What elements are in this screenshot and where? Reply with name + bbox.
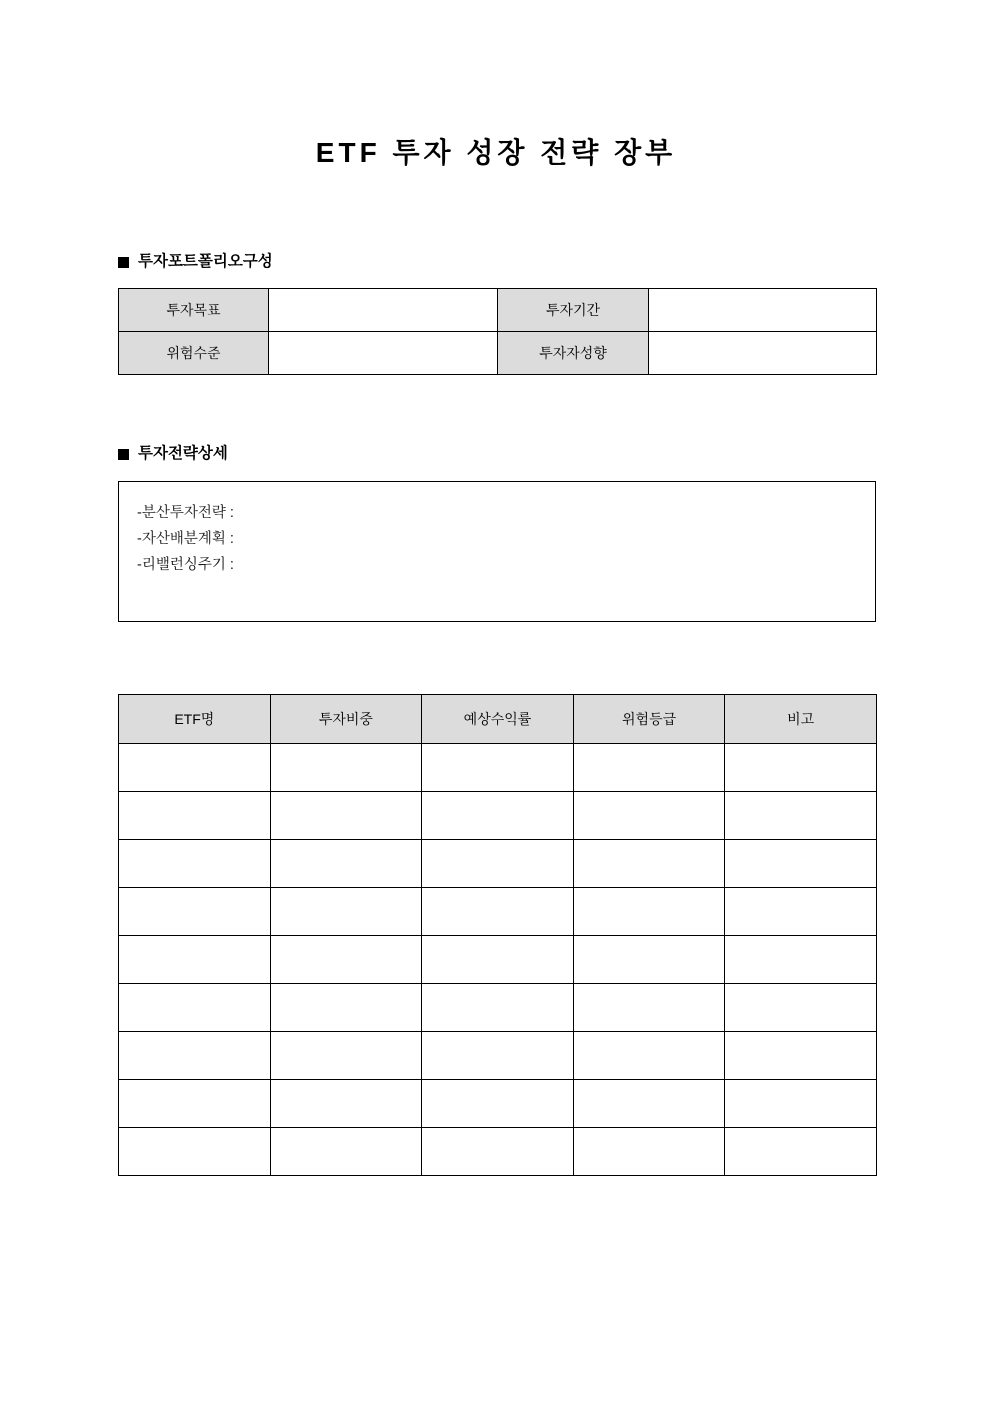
table-row: [119, 744, 877, 792]
table-row: [119, 289, 877, 332]
table-cell[interactable]: [573, 1128, 725, 1176]
section-heading-strategy-label: 투자전략상세: [138, 445, 228, 462]
table-cell[interactable]: [725, 1128, 877, 1176]
table-cell[interactable]: [119, 792, 271, 840]
table-cell[interactable]: [725, 888, 877, 936]
column-header-risk-grade: 위험등급: [573, 695, 725, 744]
square-bullet-icon: [118, 257, 129, 268]
strategy-line-diversification: -분산투자전략 :: [137, 505, 234, 521]
table-cell[interactable]: [119, 840, 271, 888]
table-cell[interactable]: [270, 744, 422, 792]
strategy-detail-box[interactable]: [118, 481, 876, 622]
section-heading-portfolio-label: 투자포트폴리오구성: [138, 253, 273, 270]
table-row: [119, 1080, 877, 1128]
table-cell[interactable]: [119, 744, 271, 792]
table-cell[interactable]: [119, 1032, 271, 1080]
portfolio-composition-table: [118, 288, 877, 375]
section-heading-portfolio: [118, 251, 273, 273]
table-cell[interactable]: [725, 936, 877, 984]
table-cell[interactable]: [725, 744, 877, 792]
table-cell[interactable]: [119, 888, 271, 936]
table-cell[interactable]: [422, 888, 574, 936]
section-heading-strategy: [118, 443, 228, 465]
etf-holdings-table: [118, 694, 877, 1176]
table-cell[interactable]: [119, 984, 271, 1032]
table-cell[interactable]: [422, 792, 574, 840]
table-cell[interactable]: [573, 744, 725, 792]
table-cell[interactable]: [573, 888, 725, 936]
table-cell[interactable]: [725, 984, 877, 1032]
table-header-row: [119, 695, 877, 744]
page-title: ETF 투자 성장 전략 장부: [315, 137, 677, 168]
column-header-remarks: 비고: [725, 695, 877, 744]
table-cell[interactable]: [422, 1080, 574, 1128]
table-row: [119, 984, 877, 1032]
table-row: [119, 888, 877, 936]
table-cell[interactable]: [270, 840, 422, 888]
table-cell[interactable]: [573, 1080, 725, 1128]
table-cell[interactable]: [573, 984, 725, 1032]
column-header-investment-weight: 투자비중: [270, 695, 422, 744]
table-cell[interactable]: [725, 792, 877, 840]
table-cell[interactable]: [119, 1080, 271, 1128]
table-row: [119, 936, 877, 984]
table-cell[interactable]: [270, 984, 422, 1032]
table-cell[interactable]: [422, 1128, 574, 1176]
portfolio-label-investment-goal: 투자목표: [119, 289, 269, 332]
table-cell[interactable]: [573, 936, 725, 984]
table-cell[interactable]: [270, 888, 422, 936]
portfolio-label-risk-level: 위험수준: [119, 332, 269, 375]
table-cell[interactable]: [725, 1080, 877, 1128]
strategy-line-asset-allocation: -자산배분계획 :: [137, 531, 234, 547]
portfolio-value-investor-type[interactable]: [649, 332, 877, 375]
table-cell[interactable]: [725, 1032, 877, 1080]
table-cell[interactable]: [422, 1032, 574, 1080]
table-cell[interactable]: [422, 840, 574, 888]
table-row: [119, 332, 877, 375]
table-cell[interactable]: [119, 936, 271, 984]
table-row: [119, 792, 877, 840]
table-row: [119, 1032, 877, 1080]
table-row: [119, 1128, 877, 1176]
portfolio-label-investment-period: 투자기간: [498, 289, 649, 332]
column-header-etf-name: ETF명: [119, 695, 271, 744]
table-cell[interactable]: [422, 744, 574, 792]
table-row: [119, 840, 877, 888]
portfolio-label-investor-type: 투자자성향: [498, 332, 649, 375]
table-cell[interactable]: [119, 1128, 271, 1176]
table-cell[interactable]: [270, 1128, 422, 1176]
portfolio-value-investment-goal[interactable]: [269, 289, 498, 332]
square-bullet-icon: [118, 449, 129, 460]
table-cell[interactable]: [573, 1032, 725, 1080]
portfolio-value-risk-level[interactable]: [269, 332, 498, 375]
table-cell[interactable]: [573, 792, 725, 840]
table-cell[interactable]: [422, 984, 574, 1032]
table-cell[interactable]: [270, 1080, 422, 1128]
table-cell[interactable]: [270, 1032, 422, 1080]
table-cell[interactable]: [573, 840, 725, 888]
table-cell[interactable]: [422, 936, 574, 984]
table-cell[interactable]: [270, 936, 422, 984]
column-header-expected-return: 예상수익률: [422, 695, 574, 744]
table-cell[interactable]: [270, 792, 422, 840]
strategy-line-rebalancing-cycle: -리밸런싱주기 :: [137, 557, 234, 573]
table-cell[interactable]: [725, 840, 877, 888]
portfolio-value-investment-period[interactable]: [649, 289, 877, 332]
